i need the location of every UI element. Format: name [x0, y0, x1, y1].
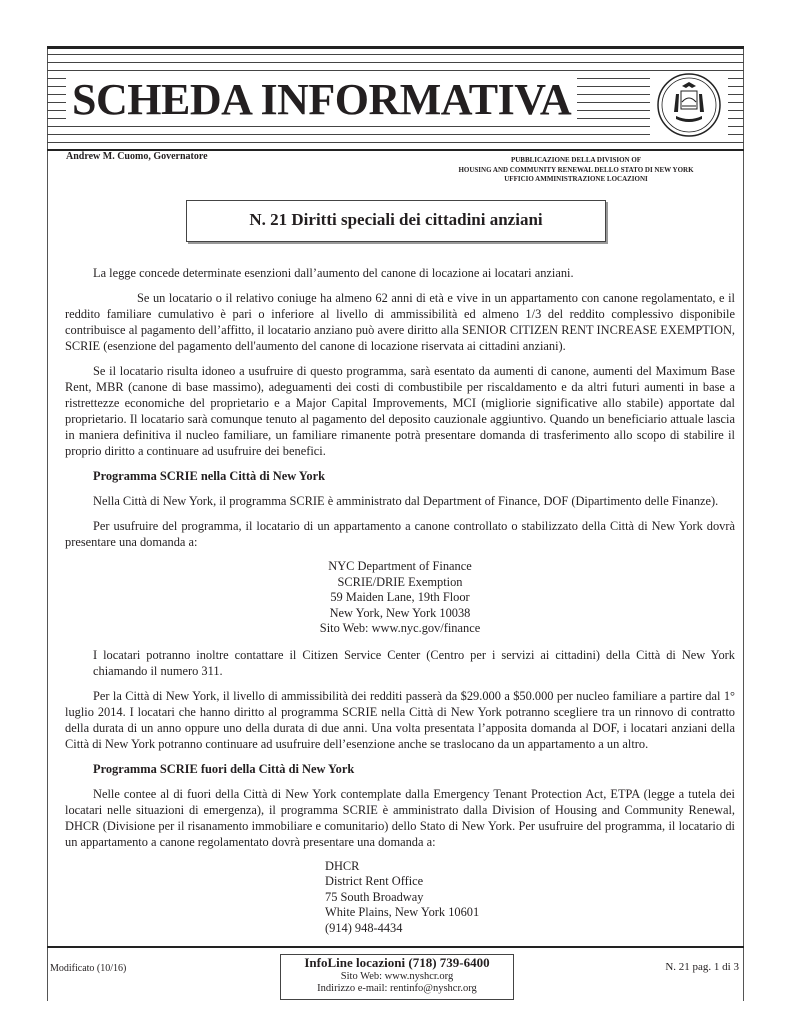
website-link[interactable]: Sito Web: www.nyshcr.org — [340, 971, 454, 982]
page-title: SCHEDA INFORMATIVA — [66, 76, 577, 124]
modified-date: Modificato (10/16) — [50, 963, 127, 974]
paragraph: Se il locatario risulta idoneo a usufruire di questo programma, sarà esentato da aumenti di canone, aumenti del Maximum Base Rent, MBR (canone di base massimo), adeguamenti dei costi di combustibile per riscaldamento e da altri futuri aumenti in base a ristrettezze economiche del proprietario e a Major Capital Improvements, MCI (migliorie significative allo stabile) apportate dal proprietario. Il locatario sarà comunque tenuto al pagamento del deposito cauzionale aggiuntivo. Quando un beneficiario attuale lascia in maniera definitiva il nucleo familiare, un familiare rimanente potrà presentare domanda di trasferimento allo scopo di stabilire il proprio diritto a continuare ad usufruire dei benefici. — [65, 364, 735, 458]
paragraph: Per la Città di New York, il livello di ammissibilità dei redditi passerà da $29.000 a $50.000 per nucleo familiare a partire dal 1° luglio 2014. I locatari che hanno diritto al programma SCRIE nella Città di New York potranno scegliere tra un rinnovo di contratto della durata di un anno oppure uno della durata di due anni. Una volta presentata l’apposita domanda al DOF, i locatari anziani della Città di New York potranno continuare ad usufruire dell’esenzione anche se traslocano da un appartamento a un altro. — [65, 688, 735, 751]
address-block-dhcr: DHCR District Rent Office 75 South Broadway White Plains, New York 10601 (914) 948-4434 — [325, 858, 480, 935]
governor-name: Andrew M. Cuomo, Governatore — [66, 151, 208, 162]
infoline-phone: InfoLine locazioni (718) 739-6400 — [304, 955, 490, 970]
ny-state-seal-icon — [650, 72, 728, 138]
fact-sheet-title: N. 21 Diritti speciali dei cittadini anziani — [186, 200, 606, 242]
publisher-info: PUBBLICAZIONE DELLA DIVISION OF HOUSING AND COMMUNITY RENEWAL DELLO STATO DI NEW YORK UFFICIO AMMINISTRAZIONE LOCAZIONI — [458, 156, 694, 183]
page-number: N. 21 pag. 1 di 3 — [665, 961, 739, 973]
email-link[interactable]: Indirizzo e-mail: rentinfo@nyshcr.org — [317, 983, 477, 994]
section-heading: Programma SCRIE fuori della Città di New York — [93, 761, 355, 776]
paragraph: Per usufruire del programma, il locatario di un appartamento a canone controllato o stabilizzato della Città di New York dovrà presentare una domanda a: — [65, 519, 735, 549]
infoline-box — [280, 954, 514, 1000]
body-text — [65, 265, 735, 936]
paragraph: La legge concede determinate esenzioni dall’aumento del canone di locazione ai locatari anziani. — [93, 266, 574, 280]
paragraph: I locatari potranno inoltre contattare il Citizen Service Center (Centro per i servizi ai cittadini) della Città di New York chiamando il numero 311. — [93, 647, 735, 678]
section-heading: Programma SCRIE nella Città di New York — [93, 469, 325, 483]
paragraph: Nella Città di New York, il programma SCRIE è amministrato dal Department of Finance, DOF (Dipartimento delle Finanze). — [93, 494, 719, 508]
address-block-dof: NYC Department of Finance SCRIE/DRIE Exemption 59 Maiden Lane, 19th Floor New York, New York 10038 Sito Web: www.nyc.gov/finance — [319, 559, 481, 635]
paragraph: Nelle contee al di fuori della Città di New York contemplate dalla Emergency Tenant Protection Act, ETPA (legge a tutela dei locatari nelle situazioni di emergenza), il programma SCRIE è amministrato dalla Division of Housing and Community Renewal, DHCR (Divisione per il risanamento immobiliare e comunitario) dello Stato di New York. Per usufruire del programma, il locatario di un appartamento a canone regolamentato dovrà presentare una domanda a: — [65, 786, 735, 849]
paragraph: Se un locatario o il relativo coniuge ha almeno 62 anni di età e vive in un appartamento con canone regolamentato, e il reddito familiare cumulativo è pari o inferiore al livello di ammissibilità ed almeno 1/3 del reddito complessivo disponibile contribuisce al pagamento dell’affitto, il locatario anziano può avere diritto alla SENIOR CITIZEN RENT INCREASE EXEMPTION, SCRIE (esenzione del pagamento dell'aumento del canone di locazione riservata ai cittadini anziani). — [65, 291, 735, 353]
